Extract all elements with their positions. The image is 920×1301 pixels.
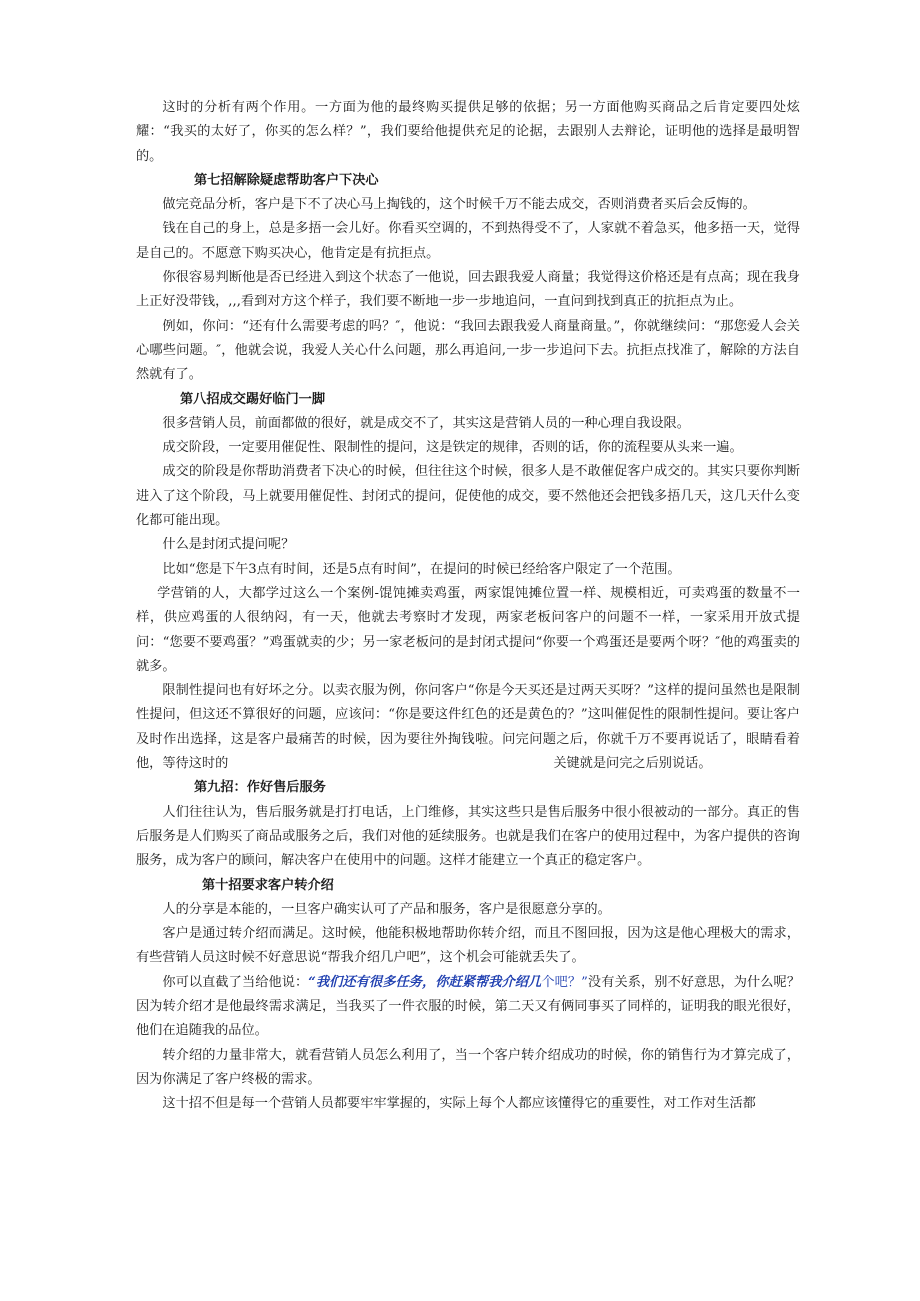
direct-ask-rest: 没有关系，别不好意思，为什么呢？因为转介绍才是他最终需求满足，当我买了一件衣服的时候，第二天又有俩同事买了同样的，证明我的眼光很好，他们在追随我的品位。 <box>136 974 801 1039</box>
direct-ask-quote-tail: 个吧？” <box>541 974 588 990</box>
paragraph-competitor-analysis: 做完竞品分析，客户是下不了决心马上掏钱的，这个时候千万不能去成交，否则消费者买后会反悔的。 <box>162 197 756 213</box>
paragraph-closed-example: 比如“您是下午3点有时间，还是5点有时间”，在提问的时候已经给客户限定了一个范围。 <box>162 561 681 577</box>
paragraph-egg-case: 学营销的人，大都学过这么一个案例-馄饨摊卖鸡蛋，两家馄饨摊位置一样、规模相近，可卖鸡蛋的数量不一样，供应鸡蛋的人很纳闷，有一天，他就去考察时才发现，两家老板问客户的问题不一样，一家采用开放式提问：“您要不要鸡蛋？”鸡蛋就卖的少；另一家老板问的是封闭式提问“你要一个鸡蛋还是要两个呀？″他的鸡蛋卖的就多。 <box>136 585 800 674</box>
paragraph-analysis: 这时的分析有两个作用。一方面为他的最终购买提供足够的依据；另一方面他购买商品之后肯定要四处炫耀：“我买的太好了，你买的怎么样？”，我们要给他提供充足的论据，去跟别人去辩论，证明他的选择是最明智的。 <box>136 100 800 164</box>
paragraph-limited-question-main: 限制性提问也有好坏之分。以卖衣服为例，你问客户“你是今天买还是过两天买呀？”这样的提问虽然也是限制性提问，但这还不算很好的问题，应该问：“你是要这件红色的还是黄色的？”这叫催促性的限制性提问。要让客户及时作出选择，这是客户最痛苦的时候，因为要往外掏钱啦。问完问题之后，你就千万不要再说话了，眼睛看着他，等待这时的 <box>136 683 800 772</box>
heading-step-eight: 第八招成交踢好临门一脚 <box>180 391 326 407</box>
paragraph-judge: 你很容易判断他是否已经进入到这个状态了一他说，回去跟我爱人商量；我觉得这价格还是有点高；现在我身上正好没带钱，,,,看到对方这个样子，我们要不断地一步一步地追问，一直问到找到真正的抗拒点为止。 <box>136 270 800 310</box>
paragraph-referral-power: 转介绍的力量非常大，就看营销人员怎么利用了，当一个客户转介绍成功的时候，你的销售行为才算完成了，因为你满足了客户终极的需求。 <box>136 1047 800 1087</box>
paragraph-after-sales: 人们往往认为，售后服务就是打打电话，上门维修，其实这些只是售后服务中很小很被动的一部分。真正的售后服务是人们购买了商品或服务之后，我们对他的延续服务。也就是我们在客户的使用过程中，为客户提供的咨询服务，成为客户的顾问，解决客户在使用中的问题。这样才能建立一个真正的稳定客户。 <box>136 804 800 869</box>
paragraph-example: 例如，你问：“还有什么需要考虑的吗？″，他说：“我回去跟我爱人商量商量。”，你就继续问：“那您爱人会关心哪些问题。″，他就会说，我爱人关心什么问题，那么再追问,一步一步追问下去。抗拒点找准了，解除的方法自然就有了。 <box>136 318 800 383</box>
paragraph-closing-issue: 很多营销人员，前面都做的很好，就是成交不了，其实这是营销人员的一种心理自我设限。 <box>162 415 690 431</box>
paragraph-closing-stage: 成交阶段，一定要用催促性、限制性的提问，这是铁定的规律，否则的话，你的流程要从头来一遍。 <box>162 440 743 456</box>
paragraph-limited-question-key: 关键就是问完之后别说话。 <box>553 756 712 772</box>
heading-step-ten: 第十招要求客户转介绍 <box>202 877 334 893</box>
document-page <box>136 96 800 1116</box>
direct-ask-quote: “我们还有很多任务，你赶紧帮我介绍几 <box>308 974 542 990</box>
heading-step-seven: 第七招解除疑虑帮助客户下决心 <box>194 172 379 188</box>
paragraph-limited-question <box>136 679 800 776</box>
paragraph-direct-ask <box>136 971 800 1044</box>
paragraph-closing-help: 成交的阶段是你帮助消费者下决心的时候，但往往这个时候，很多人是不敢催促客户成交的。其实只要你判断进入了这个阶段，马上就要用催促性、封闭式的提问，促使他的成交，要不然他还会把钱多捂几天，这几天什么变化都可能出现。 <box>136 464 800 529</box>
direct-ask-intro: 你可以直截了当给他说： <box>162 974 309 990</box>
paragraph-sharing: 人的分享是本能的，一旦客户确实认可了产品和服务，客户是很愿意分享的。 <box>162 901 611 917</box>
paragraph-money: 钱在自己的身上，总是多捂一会儿好。你看买空调的，不到热得受不了，人家就不着急买，他多捂一天，觉得是自己的。不愿意下购买决心，他肯定是有抗拒点。 <box>136 221 800 261</box>
heading-step-nine: 第九招：作好售后服务 <box>194 780 326 796</box>
paragraph-referral-satisfaction: 客户是通过转介绍而满足。这时候，他能积极地帮助你转介绍，而且不图回报，因为这是他心理极大的需求，有些营销人员这时候不好意思说“帮我介绍几户吧”，这个机会可能就丢失了。 <box>136 926 800 966</box>
paragraph-closed-question: 什么是封闭式提问呢？ <box>162 537 295 553</box>
paragraph-conclusion: 这十招不但是每一个营销人员都要牢牢掌握的，实际上每个人都应该懂得它的重要性，对工作对生活都 <box>162 1096 756 1112</box>
